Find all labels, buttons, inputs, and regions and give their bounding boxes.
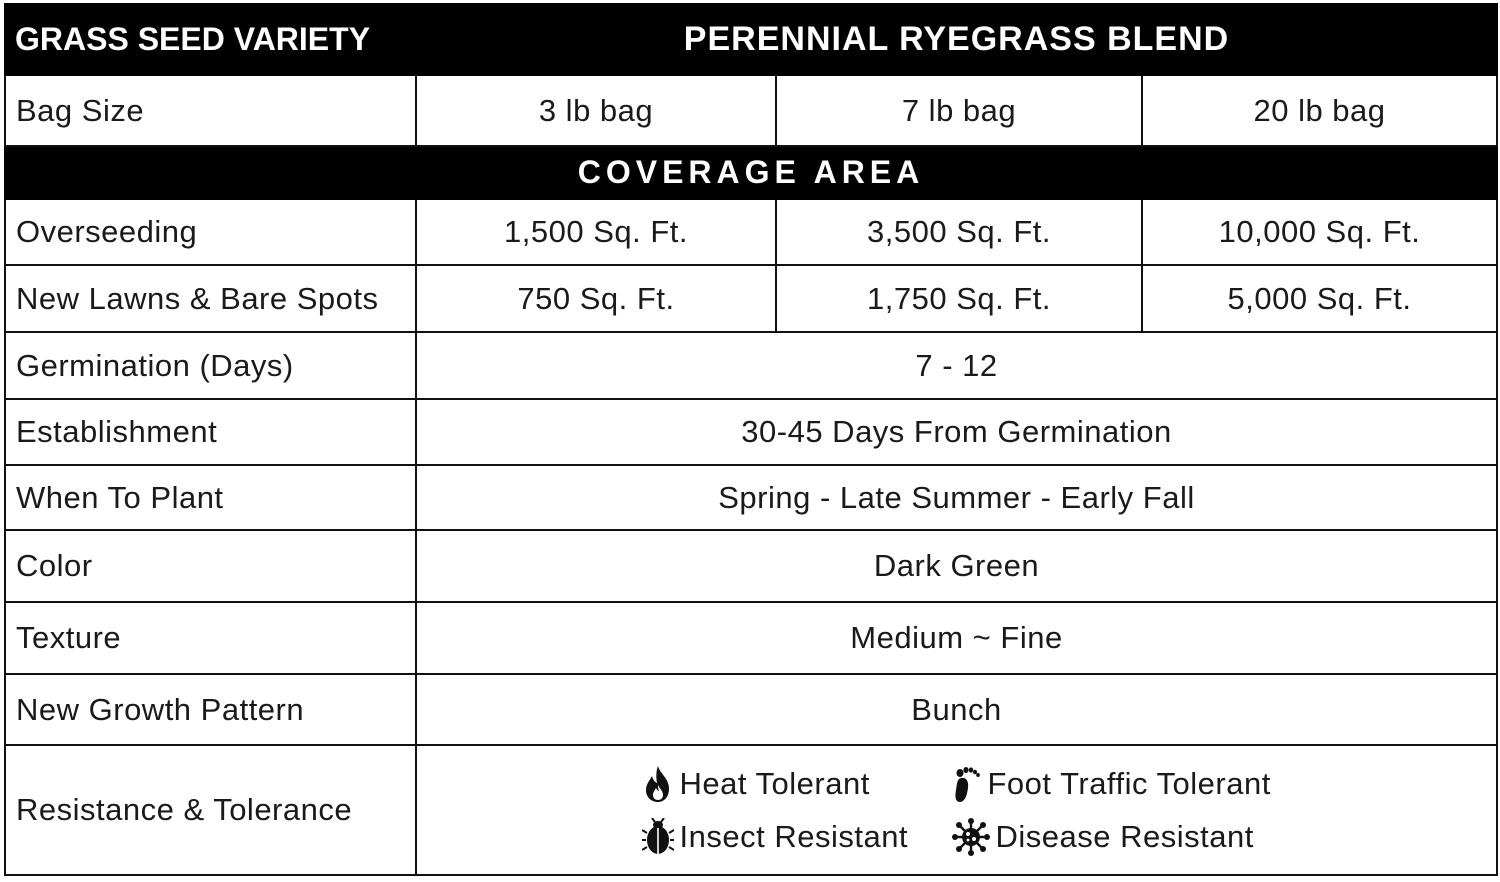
- texture-value: Medium ~ Fine: [416, 602, 1497, 674]
- texture-row: [5, 602, 1497, 674]
- color-label: Color: [5, 530, 416, 602]
- resistance-cell: [416, 745, 1497, 875]
- germination-row: [5, 332, 1497, 399]
- when-to-plant-value: Spring - Late Summer - Early Fall: [416, 465, 1497, 530]
- disease-resistant-label: Disease Resistant: [995, 819, 1254, 854]
- color-value: Dark Green: [416, 530, 1497, 602]
- overseeding-small: 1,500 Sq. Ft.: [416, 199, 776, 265]
- germination-label: Germination (Days): [5, 332, 416, 399]
- insect-resistant-item: [642, 818, 932, 856]
- new-lawns-medium: 1,750 Sq. Ft.: [776, 265, 1142, 332]
- overseeding-medium: 3,500 Sq. Ft.: [776, 199, 1142, 265]
- germination-value: 7 - 12: [416, 332, 1497, 399]
- flame-icon: [642, 765, 674, 803]
- bag-size-label: Bag Size: [5, 75, 416, 146]
- bag-size-small: 3 lb bag: [416, 75, 776, 146]
- insect-resistant-label: Insect Resistant: [679, 819, 909, 854]
- heat-tolerant-item: [642, 764, 932, 804]
- overseeding-label: Overseeding: [5, 199, 416, 265]
- beetle-icon: [642, 818, 674, 856]
- foot-traffic-label: Foot Traffic Tolerant: [987, 766, 1271, 801]
- when-to-plant-row: [5, 465, 1497, 530]
- virus-icon: [952, 818, 990, 856]
- resistance-label: Resistance & Tolerance: [5, 745, 416, 875]
- variety-label: GRASS SEED VARIETY: [5, 4, 416, 75]
- resistance-grid: [642, 764, 1272, 856]
- new-lawns-small: 750 Sq. Ft.: [416, 265, 776, 332]
- establishment-value: 30-45 Days From Germination: [416, 399, 1497, 465]
- resistance-row: [5, 745, 1497, 875]
- bag-size-row: [5, 75, 1497, 146]
- new-lawns-label: New Lawns & Bare Spots: [5, 265, 416, 332]
- coverage-header: COVERAGE AREA: [5, 146, 1497, 199]
- header-row: [5, 4, 1497, 75]
- establishment-label: Establishment: [5, 399, 416, 465]
- foot-traffic-item: [952, 764, 1272, 804]
- new-lawns-row: [5, 265, 1497, 332]
- blend-title: PERENNIAL RYEGRASS BLEND: [416, 4, 1497, 75]
- growth-pattern-row: [5, 674, 1497, 745]
- footprint-icon: [952, 764, 982, 804]
- growth-pattern-label: New Growth Pattern: [5, 674, 416, 745]
- color-row: [5, 530, 1497, 602]
- coverage-header-row: [5, 146, 1497, 199]
- growth-pattern-value: Bunch: [416, 674, 1497, 745]
- heat-tolerant-label: Heat Tolerant: [679, 766, 870, 801]
- seed-spec-table: [4, 3, 1498, 876]
- bag-size-large: 20 lb bag: [1142, 75, 1497, 146]
- bag-size-medium: 7 lb bag: [776, 75, 1142, 146]
- texture-label: Texture: [5, 602, 416, 674]
- seed-spec-table-wrapper: [4, 3, 1496, 880]
- disease-resistant-item: [952, 818, 1272, 856]
- overseeding-large: 10,000 Sq. Ft.: [1142, 199, 1497, 265]
- overseeding-row: [5, 199, 1497, 265]
- when-to-plant-label: When To Plant: [5, 465, 416, 530]
- new-lawns-large: 5,000 Sq. Ft.: [1142, 265, 1497, 332]
- establishment-row: [5, 399, 1497, 465]
